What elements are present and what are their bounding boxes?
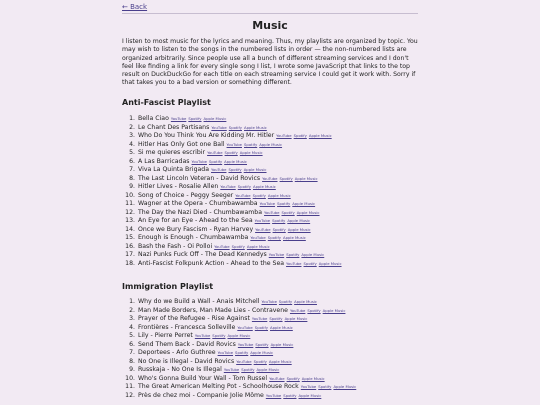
song-number: 11.: [125, 200, 135, 207]
youtube-link[interactable]: YouTube: [211, 167, 227, 172]
spotify-link[interactable]: Spotify: [278, 299, 293, 304]
apple-music-link[interactable]: Apple Music: [284, 316, 308, 321]
apple-music-link[interactable]: Apple Music: [301, 252, 325, 257]
playlist-title-anti-fascist: Anti-Fascist Playlist: [122, 98, 211, 107]
song-number: 1.: [129, 115, 135, 122]
song-title: Anti-Fascist Folkpunk Action - Ahead to the Sea: [138, 259, 285, 267]
song-item: [122, 366, 418, 375]
song-number: 4.: [129, 140, 135, 148]
song-item: [122, 332, 418, 341]
song-title: Send Them Back - David Rovics: [138, 340, 236, 348]
song-number: 9.: [129, 183, 135, 190]
song-number: 5.: [129, 149, 135, 156]
song-number: 14.: [125, 225, 135, 233]
song-number: 5.: [129, 332, 135, 339]
youtube-link[interactable]: YouTube: [194, 333, 211, 338]
song-number: 16.: [125, 242, 135, 250]
apple-music-link[interactable]: Apple Music: [318, 260, 342, 266]
apple-music-link[interactable]: Apple Music: [256, 367, 280, 372]
divider: [122, 13, 418, 14]
spotify-link[interactable]: Spotify: [279, 175, 293, 181]
song-title: No One is Illegal - David Rovics: [138, 357, 235, 365]
back-link[interactable]: ← Back: [122, 3, 148, 11]
song-title: The Last Lincoln Veteran - David Rovics: [138, 174, 261, 182]
apple-music-link[interactable]: Apple Music: [301, 375, 325, 381]
song-number: 7.: [129, 166, 135, 173]
spotify-link[interactable]: Spotify: [283, 392, 297, 398]
song-item: [122, 166, 418, 175]
song-number: 15.: [125, 234, 135, 241]
youtube-link[interactable]: YouTube: [237, 324, 253, 330]
song-title: Who Do You Think You Are Kidding Mr. Hitler: [138, 132, 275, 139]
song-number: 17.: [125, 251, 135, 258]
spotify-link[interactable]: Spotify: [241, 367, 255, 372]
spotify-link[interactable]: Spotify: [254, 324, 268, 330]
song-title: The Great American Melting Pot - Schoolhouse Rock: [138, 383, 299, 390]
song-item: [122, 175, 418, 184]
song-number: 10.: [125, 191, 135, 199]
song-number: 8.: [129, 357, 135, 365]
youtube-link[interactable]: YouTube: [259, 201, 276, 206]
youtube-link[interactable]: YouTube: [226, 141, 242, 147]
song-item: [122, 192, 418, 201]
song-number: 18.: [125, 259, 135, 267]
spotify-link[interactable]: Spotify: [281, 209, 295, 215]
apple-music-link[interactable]: Apple Music: [287, 226, 311, 232]
song-number: 12.: [125, 391, 135, 399]
spotify-link[interactable]: Spotify: [293, 133, 307, 138]
song-item: [122, 341, 418, 350]
song-item: [122, 307, 418, 316]
apple-music-link[interactable]: Apple Music: [270, 324, 293, 330]
song-item: [122, 375, 418, 384]
apple-music-link[interactable]: Apple Music: [252, 184, 276, 189]
spotify-link[interactable]: Spotify: [272, 218, 286, 223]
song-item: [122, 392, 418, 401]
spotify-link[interactable]: Spotify: [253, 358, 267, 364]
song-item: [122, 115, 418, 124]
youtube-link[interactable]: YouTube: [268, 252, 285, 257]
spotify-link[interactable]: Spotify: [318, 384, 332, 389]
page-title: Music: [252, 19, 288, 32]
apple-music-link[interactable]: Apple Music: [244, 124, 267, 130]
song-number: 1.: [129, 298, 135, 305]
song-item: [122, 141, 418, 150]
song-title: Nazi Punks Fuck Off - The Dead Kennedys: [138, 251, 267, 258]
apple-music-link[interactable]: Apple Music: [287, 218, 311, 223]
song-item: [122, 200, 418, 209]
apple-music-link[interactable]: Apple Music: [333, 384, 357, 389]
spotify-link[interactable]: Spotify: [267, 235, 281, 240]
apple-music-link[interactable]: Apple Music: [268, 358, 292, 364]
apple-music-link[interactable]: Apple Music: [322, 307, 346, 313]
song-number: 3.: [129, 132, 135, 139]
spotify-link[interactable]: Spotify: [231, 243, 245, 249]
spotify-link[interactable]: Spotify: [307, 307, 321, 313]
spotify-link[interactable]: Spotify: [228, 124, 242, 130]
spotify-link[interactable]: Spotify: [188, 116, 202, 121]
song-title: Hitler Lives - Rosalie Allen: [138, 183, 219, 190]
song-title: Le Chant Des Partisans: [138, 123, 210, 131]
song-title: Russkaja - No One Is Illegal: [138, 366, 222, 373]
song-title: Wagner at the Opera - Chumbawamba: [138, 200, 258, 207]
song-title: Viva La Quinta Brigada: [138, 166, 210, 173]
song-item: [122, 132, 418, 141]
song-item: [122, 260, 418, 269]
apple-music-link[interactable]: Apple Music: [296, 209, 320, 215]
song-number: 7.: [129, 349, 135, 356]
youtube-link[interactable]: YouTube: [237, 341, 254, 347]
song-title: Who's Gonna Build Your Wall - Tom Russel: [138, 374, 268, 382]
youtube-link[interactable]: YouTube: [261, 299, 277, 304]
song-item: [122, 298, 418, 307]
song-title: Why do we Build a Wall - Anais Mitchell: [138, 298, 260, 305]
song-item: [122, 234, 418, 243]
song-title: Hitler Has Only Got one Ball: [138, 140, 225, 148]
song-item: [122, 315, 418, 324]
song-title: Frontières - Francesca Solleville: [138, 323, 236, 331]
youtube-link[interactable]: YouTube: [255, 226, 271, 232]
apple-music-link[interactable]: Apple Music: [283, 235, 306, 240]
song-title: Once we Bury Fascism - Ryan Harvey: [138, 225, 254, 233]
spotify-link[interactable]: Spotify: [269, 316, 283, 321]
apple-music-link[interactable]: Apple Music: [239, 150, 263, 155]
song-title: An Eye for an Eye - Ahead to the Sea: [138, 217, 253, 224]
song-title: Enough is Enough - Chumbawamba: [138, 234, 249, 241]
spotify-link[interactable]: Spotify: [303, 260, 317, 266]
song-item: [122, 124, 418, 133]
song-title: Près de chez moi - Companie Jolie Môme: [138, 391, 264, 399]
spotify-link[interactable]: Spotify: [286, 252, 300, 257]
youtube-link[interactable]: YouTube: [300, 384, 317, 389]
spotify-link[interactable]: Spotify: [237, 184, 251, 189]
apple-music-link[interactable]: Apple Music: [270, 341, 294, 347]
song-title: Lily - Pierre Perret: [138, 332, 193, 339]
song-number: 2.: [129, 306, 135, 314]
song-number: 11.: [125, 383, 135, 390]
youtube-link[interactable]: YouTube: [236, 358, 252, 364]
spotify-link[interactable]: Spotify: [224, 150, 238, 155]
youtube-link[interactable]: YouTube: [265, 392, 282, 398]
playlist-anti-fascist: [122, 115, 418, 268]
apple-music-link[interactable]: Apple Music: [292, 201, 316, 206]
youtube-link[interactable]: YouTube: [276, 133, 292, 138]
song-item: [122, 217, 418, 226]
song-item: [122, 226, 418, 235]
youtube-link[interactable]: YouTube: [262, 175, 278, 181]
youtube-link[interactable]: YouTube: [254, 218, 271, 223]
song-item: [122, 358, 418, 367]
youtube-link[interactable]: YouTube: [250, 235, 266, 240]
song-item: [122, 243, 418, 252]
playlist-immigration: [122, 298, 418, 400]
song-title: Bella Ciao: [138, 115, 169, 122]
song-item: [122, 324, 418, 333]
apple-music-link[interactable]: Apple Music: [203, 116, 227, 121]
apple-music-link[interactable]: Apple Music: [308, 133, 332, 138]
spotify-link[interactable]: Spotify: [235, 350, 249, 355]
song-number: 2.: [129, 123, 135, 131]
spotify-link[interactable]: Spotify: [286, 375, 300, 381]
song-title: Man Made Borders, Man Made Lies - Contravene: [138, 306, 288, 314]
song-item: [122, 158, 418, 167]
spotify-link[interactable]: Spotify: [212, 333, 226, 338]
apple-music-link[interactable]: Apple Music: [224, 158, 247, 164]
song-item: [122, 251, 418, 260]
youtube-link[interactable]: YouTube: [214, 243, 230, 249]
song-number: 3.: [129, 315, 135, 322]
song-title: Bash the Fash - Oi Polloi: [138, 242, 213, 250]
youtube-link[interactable]: YouTube: [289, 307, 306, 313]
spotify-link[interactable]: Spotify: [272, 226, 286, 232]
song-item: [122, 183, 418, 192]
apple-music-link[interactable]: Apple Music: [259, 141, 283, 147]
youtube-link[interactable]: YouTube: [211, 124, 227, 130]
song-number: 6.: [129, 340, 135, 348]
apple-music-link[interactable]: Apple Music: [294, 175, 318, 181]
youtube-link[interactable]: YouTube: [269, 375, 285, 381]
song-number: 6.: [129, 157, 135, 165]
song-title: Prayer of the Refugee - Rise Against: [138, 315, 250, 322]
song-number: 4.: [129, 323, 135, 331]
apple-music-link[interactable]: Apple Music: [243, 167, 267, 172]
intro-paragraph: I listen to most music for the lyrics and meaning. Thus, my playlists are organized by topic. You may wish to listen to the songs in the numbered lists in order — the non-numbered lists are organized arbitrarily. Since people use all a bunch of different streaming services and I don't feel like finding a link for every single song I list, I wrote some JavaScript that links to the top result on DuckDuckGo for each title on each streaming service I could get it work with. Sorry if that takes you to a bad version or something different.: [122, 38, 418, 87]
song-title: A Las Barricadas: [138, 157, 190, 165]
apple-music-link[interactable]: Apple Music: [267, 192, 291, 198]
spotify-link[interactable]: Spotify: [252, 192, 266, 198]
spotify-link[interactable]: Spotify: [244, 141, 258, 147]
spotify-link[interactable]: Spotify: [255, 341, 269, 347]
song-item: [122, 209, 418, 218]
youtube-link[interactable]: YouTube: [170, 116, 187, 121]
apple-music-link[interactable]: Apple Music: [227, 333, 251, 338]
apple-music-link[interactable]: Apple Music: [250, 350, 274, 355]
youtube-link[interactable]: YouTube: [217, 350, 234, 355]
youtube-link[interactable]: YouTube: [223, 367, 240, 372]
playlist-title-immigration: Immigration Playlist: [122, 282, 214, 291]
youtube-link[interactable]: YouTube: [207, 150, 223, 155]
song-title: Si me quieres escribir: [138, 149, 206, 156]
song-number: 10.: [125, 374, 135, 382]
spotify-link[interactable]: Spotify: [208, 158, 223, 164]
song-item: [122, 149, 418, 158]
apple-music-link[interactable]: Apple Music: [294, 299, 317, 304]
song-item: [122, 383, 418, 392]
song-number: 8.: [129, 174, 135, 182]
song-title: Song of Choice - Peggy Seeger: [138, 191, 234, 199]
song-item: [122, 349, 418, 358]
song-number: 13.: [125, 217, 135, 224]
youtube-link[interactable]: YouTube: [264, 209, 280, 215]
song-title: Deportees - Arlo Guthree: [138, 349, 216, 356]
song-title: The Day the Nazi Died - Chumbawamba: [138, 208, 263, 216]
song-number: 9.: [129, 366, 135, 373]
youtube-link[interactable]: YouTube: [235, 192, 251, 198]
youtube-link[interactable]: YouTube: [251, 316, 268, 321]
youtube-link[interactable]: YouTube: [286, 260, 302, 266]
spotify-link[interactable]: Spotify: [228, 167, 242, 172]
youtube-link[interactable]: YouTube: [220, 184, 236, 189]
spotify-link[interactable]: Spotify: [277, 201, 291, 206]
song-number: 12.: [125, 208, 135, 216]
youtube-link[interactable]: YouTube: [191, 158, 207, 164]
apple-music-link[interactable]: Apple Music: [246, 243, 270, 249]
apple-music-link[interactable]: Apple Music: [298, 392, 322, 398]
